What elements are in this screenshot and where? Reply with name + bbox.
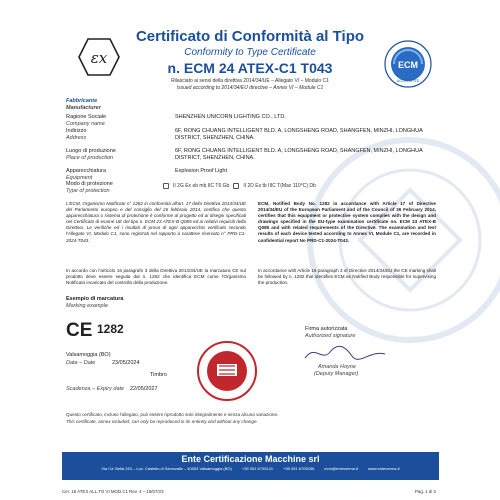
notified-body-number: 1282 bbox=[97, 322, 124, 336]
stamp-label: Timbro bbox=[150, 372, 167, 378]
page-number: Pag. 1 di 2 bbox=[415, 489, 436, 494]
address-value: 6F, RONG CHUANG INTELLIGENT BLD. A, LONGSHENG ROAD, SHANGFEN, MINZHI, LONGHUA DISTRICT, SHENZHEN, CHINA. bbox=[175, 128, 423, 141]
footer-fax: +39 051 6705156 bbox=[283, 466, 315, 471]
issued-note-en: Issued according to 2014/34/EU directive – Annex VI – Module C1 bbox=[176, 85, 324, 91]
ex-hexagon-icon bbox=[78, 38, 120, 76]
revision-code: Cer. 18 ATEX ALL.TO VI MOD.C1 Rev. 4 – 18/07/23 bbox=[62, 489, 164, 494]
address-label: Indirizzo Address bbox=[66, 128, 87, 141]
protection-dust: II 2D Ex tb IIIC T(Max 110°C) Db bbox=[243, 183, 316, 189]
certificate-title: Certificato di Conformità al Tipo bbox=[135, 28, 365, 45]
signature-label-en: Authorized signature bbox=[305, 333, 356, 339]
marking-example-label-it: Esempio di marcatura bbox=[66, 296, 124, 302]
ecm-stamp-seal-icon bbox=[196, 340, 258, 402]
certificate-subtitle: Conformity to Type Certificate bbox=[184, 47, 316, 58]
badge-ring-text: ACCREDITED bbox=[396, 79, 420, 83]
expiry-value: 22/05/2027 bbox=[130, 386, 158, 392]
ex-symbol: εx bbox=[90, 49, 108, 67]
protection-gas: II 2G Ex eb mb IIC T6 Gb bbox=[173, 183, 230, 189]
footer-address: Via Ca' Bella 243 – Loc. Castello di Serravalle – 40053 Valsamoggia (BO) bbox=[101, 466, 232, 471]
footer-contacts bbox=[62, 466, 439, 471]
protection-values bbox=[163, 183, 316, 189]
date-value: 23/05/2024 bbox=[112, 360, 140, 366]
footer-tel: +39 051 6705141 bbox=[241, 466, 274, 471]
ce-mark-icon bbox=[66, 319, 96, 339]
footer-web: www.entecerma.it bbox=[368, 466, 400, 471]
equipment-value: Explosion Proof Light bbox=[175, 168, 227, 174]
certificate-number: n. ECM 24 ATEX-C1 T043 bbox=[167, 60, 333, 76]
company-label: Ragione Sociale Company name bbox=[66, 114, 107, 127]
date-label: Data – Date bbox=[66, 360, 96, 366]
reproduction-note: Questo certificato, incluso l'allegato, può essere riprodotto solo integralmente e senza alcuna variazione. This certificate, annex included, can only be reproduced in its entirety and without any change. bbox=[66, 412, 279, 424]
paragraph-en-marking: In accordance with Article 16 paragraph 3 of Directive 2014/34/EU the CE marking shall be followed by n. 1282 that identifies ECM as Notified Body responsible for supervising the production. bbox=[258, 268, 436, 286]
paragraph-it-main: L'ECM, Organismo Notificato n° 1282 in conformità all'art. 17 della Direttiva 2014/34/UE del Parlamento europeo e del consiglio del 26 febbraio 2014, certifica che questo apparecchiatura o sistema di protezione è conforme al progetto ed ai disegni specificati nel Certificato di esame UE del tipo n. ECM 23 ATEX-B Q085 ed ai relativi requisiti della Direttiva. Le verifiche ed i risultati di prova di ogni apparecchio verificato secondo l'Allegato VI, Modulo C1, sono registrati nel rapporto a carattere riservato n° PRD-C1-2024-T043. bbox=[66, 201, 246, 243]
place: Valsamoggia (BO) bbox=[66, 352, 111, 358]
production-label: Luogo di produzione Place of production bbox=[66, 148, 116, 161]
production-value: 6F, RONG CHUANG INTELLIGENT BLD. A, LONGSHENG ROAD, SHANGFEN, MINZHI, LONGHUA DISTRICT, SHENZHEN, CHINA. bbox=[175, 148, 423, 161]
ex-checkbox-icon bbox=[163, 183, 169, 189]
protection-label: Modo di protezione Type of protection bbox=[66, 181, 113, 194]
ecm-accreditation-badge-icon bbox=[384, 40, 432, 88]
marking-example-label-en: Marking example bbox=[66, 303, 108, 309]
paragraph-it-marking: In accordo con l'articolo 16 paragrafo 3 della Direttiva 2014/34/UE la marcatura CE sul prodotto deve essere seguita dal n. 1282 che identifica ECM come l'Organismo Notificato incaricato del controllo della produzione. bbox=[66, 268, 246, 286]
badge-text: ECM bbox=[398, 60, 418, 70]
manufacturer-label: Fabbricante Manufacturer bbox=[66, 98, 101, 111]
issued-note-it: Rilasciato ai sensi della direttiva 2014/34/UE – Allegato VI – Modulo C1 bbox=[171, 78, 329, 84]
equipment-label: Apparecchiatura Equipment bbox=[66, 168, 107, 181]
company-value: SHENZHEN UNICORN LIGHTING CO., LTD. bbox=[175, 114, 286, 120]
signer-name: Amanda Hoyne bbox=[318, 364, 356, 370]
signature-icon bbox=[300, 342, 390, 364]
paragraph-en-main: ECM, Notified Body No. 1282 in accordance with Article 17 of Directive 2014/34/EU of the European Parliament and of the Council of 26 February 2014, certifies that this equipment or protective system complies with the design and drawings specified in the EU-type examination certificate no. ECM 23 ATEX-B Q085 and with related requirements of the Directive. The examination and test results of each device tested according to Annex VI, Module C1, are recorded in confidential report No PRD-C1-2024-T043. bbox=[258, 201, 436, 243]
expiry-label: Scadenza – Expiry date bbox=[66, 386, 125, 392]
footer-email: ecm@entecerma.it bbox=[324, 466, 359, 471]
svg-text:CE: CE bbox=[66, 320, 93, 339]
signer-role: (Deputy Manager) bbox=[314, 371, 359, 377]
footer-org-name: Ente Certificazione Macchine srl bbox=[181, 454, 320, 464]
ex-checkbox-icon bbox=[233, 183, 239, 189]
signature-label-it: Firma autorizzata bbox=[305, 326, 348, 332]
